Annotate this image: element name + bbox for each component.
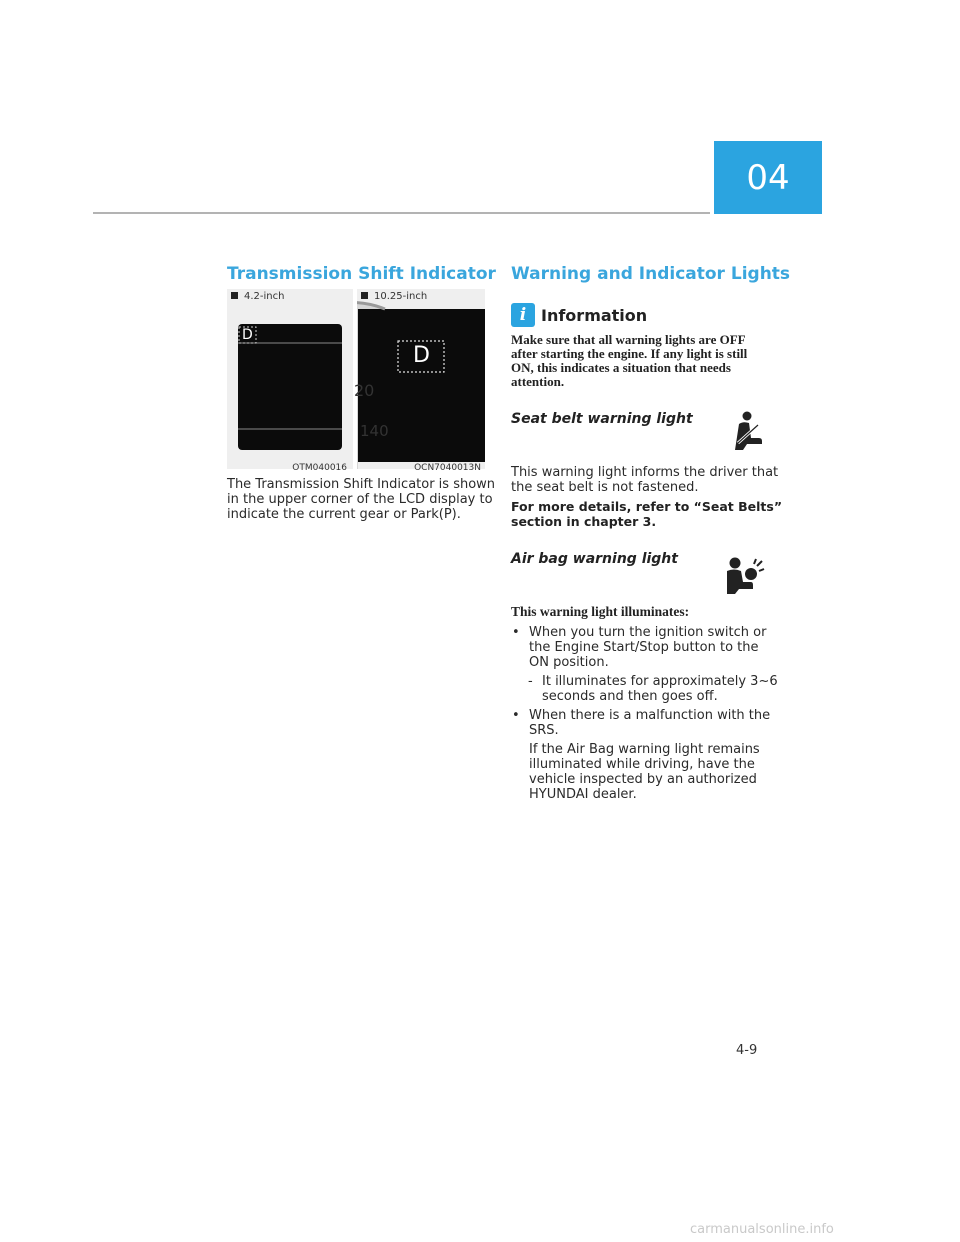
header-rule	[93, 212, 710, 214]
speed-tick-140: 140	[360, 422, 389, 440]
gear-indicator-4-2: D	[242, 327, 253, 343]
page-number: 4-9	[736, 1043, 758, 1058]
figure-code-1: OTM040016	[292, 463, 347, 473]
lcd-display-10-25	[357, 289, 485, 469]
watermark: carmanualsonline.info	[690, 1222, 834, 1237]
information-title: Information	[541, 306, 648, 325]
chapter-number: 04	[746, 157, 790, 198]
information-icon: i	[511, 303, 535, 327]
figure-4-2-inch	[227, 289, 353, 469]
gear-indicator-10-25: D	[413, 343, 430, 368]
section-heading-transmission: Transmission Shift Indicator	[227, 264, 496, 284]
airbag-warning-icon	[721, 556, 765, 596]
chapter-tab	[714, 141, 822, 214]
seatbelt-heading: Seat belt warning light	[511, 411, 693, 427]
airbag-intro: This warning light illuminates:	[511, 604, 690, 619]
lcd-display-4-2	[227, 289, 353, 469]
figure-label-10-25: 10.25-inch	[361, 291, 427, 302]
figure-10-25-inch	[354, 289, 485, 469]
figure-code-2: OCN7040013N	[414, 463, 481, 473]
figure-label-4-2: 4.2-inch	[231, 291, 284, 302]
seatbelt-warning-icon	[725, 410, 765, 454]
speed-tick-20: 20	[354, 381, 375, 400]
airbag-heading: Air bag warning light	[511, 551, 678, 567]
section-heading-warning-lights: Warning and Indicator Lights	[511, 264, 791, 284]
